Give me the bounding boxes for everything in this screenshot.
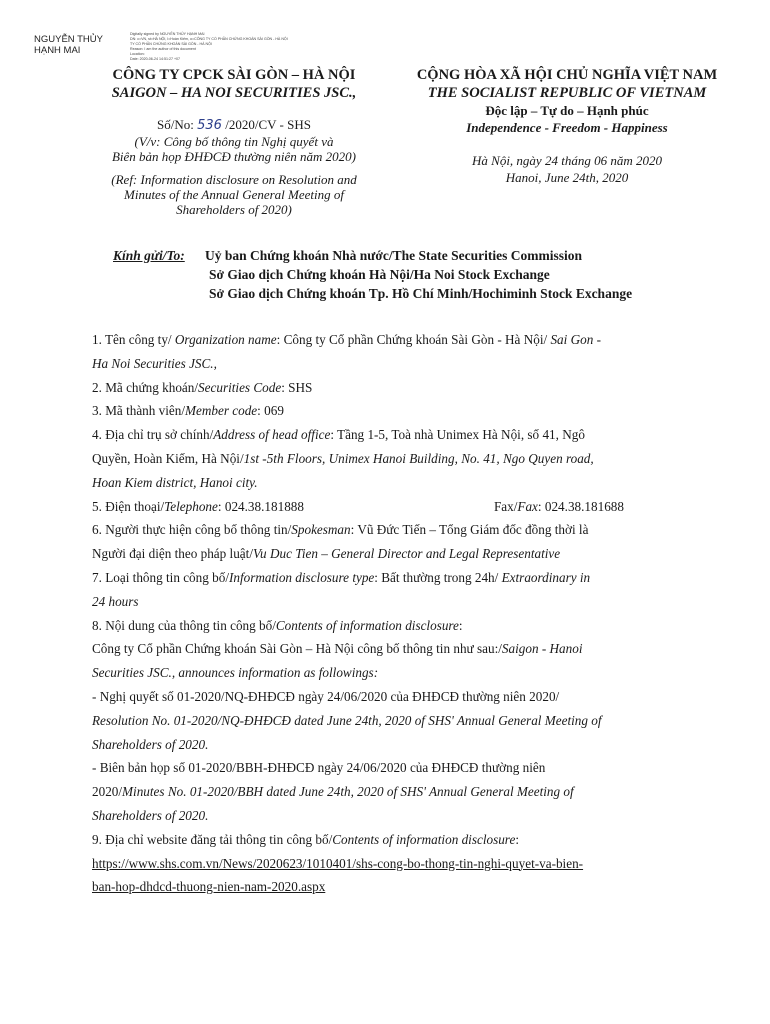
item-2-label-en: Securities Code [198, 379, 282, 395]
recipients [113, 246, 753, 303]
item-8-label: 8. Nội dung của thông tin công bố/ [92, 617, 276, 633]
telephone-label-en: Telephone [164, 498, 218, 514]
item-7-label-en: Information disclosure type [229, 569, 375, 585]
company-name-vi: CÔNG TY CPCK SÀI GÒN – HÀ NỘI [112, 67, 356, 83]
motto-en: Independence - Freedom - Happiness [466, 120, 668, 135]
company-header [84, 66, 384, 217]
item-8-intro-1 [92, 637, 704, 661]
item-9-label: 9. Địa chỉ website đăng tải thông tin công bố/ [92, 831, 333, 847]
doc-no-handwritten: 536 [197, 118, 222, 133]
date-vi: Hà Nội, ngày 24 tháng 06 năm 2020 [472, 153, 662, 168]
item-3-label-en: Member code [185, 403, 258, 419]
item-9-heading [92, 828, 704, 852]
item-8-intro-2: Securities JSC., announces information as followings: [92, 665, 379, 681]
item-4-line-3: Hoan Kiem district, Hanoi city. [92, 474, 258, 490]
bullet-1-line-2: Resolution No. 01-2020/NQ-ĐHĐCĐ dated June 24th, 2020 of SHS' Annual General Meeting of [92, 712, 602, 728]
recipient-1: Uỷ ban Chứng khoán Nhà nước/The State Securities Commission [205, 248, 582, 263]
item-4-label-en: Address of head office [213, 427, 331, 443]
cert-line: Location: [130, 52, 145, 56]
company-name-en: SAIGON – HA NOI SECURITIES JSC., [111, 85, 357, 101]
item-1-value-en: Sai Gon - [550, 332, 602, 347]
recipient-3: Sở Giao dịch Chứng khoán Tp. Hồ Chí Minh/Hochiminh Stock Exchange [209, 286, 633, 301]
item-6-value-2: Người đại diện theo pháp luật/ [92, 546, 253, 562]
bullet-2-line-1: - Biên bản họp số 01-2020/BBH-ĐHĐCĐ ngày 24/06/2020 của ĐHĐCĐ thường niên [92, 760, 546, 776]
item-5 [92, 495, 704, 519]
bullet-2-en: Minutes No. 01-2020/BBH dated June 24th, 2020 of SHS' Annual General Meeting of [122, 784, 574, 800]
cert-line: DN: c=VN, st=HÀ NỘI, l=Hoàn Kiếm, o=CÔNG TY CỔ PHẦN CHỨNG KHOÁN SÀI GÒN - HÀ NỘI [130, 37, 288, 41]
republic-header [392, 66, 742, 186]
disclosure-body [92, 328, 704, 899]
bullet-2-year: 2020/ [92, 784, 123, 800]
item-2 [92, 376, 704, 400]
date-en: Hanoi, June 24th, 2020 [505, 170, 629, 185]
item-4-label: 4. Địa chỉ trụ sở chính/ [92, 427, 214, 443]
item-4-value-2: Quyền, Hoàn Kiếm, Hà Nội/ [92, 450, 244, 466]
item-3 [92, 399, 704, 423]
doc-no-prefix: Số/No: [157, 117, 198, 132]
fax-label: Fax/ [493, 498, 518, 514]
item-1-line-1 [92, 328, 704, 352]
cert-line: Digitally signed by NGUYỄN THỦY HẠNH MAI [130, 32, 205, 36]
telephone [92, 495, 304, 519]
bullet-2-line-2 [92, 780, 704, 804]
item-4-value: : Tầng 1-5, Toà nhà Unimex Hà Nội, số 41, Ngô [330, 427, 585, 443]
republic-name-vi: CỘNG HÒA XÃ HỘI CHỦ NGHĨA VIỆT NAM [416, 67, 718, 83]
item-4-line-1 [92, 423, 704, 447]
item-6-value-en: Vu Duc Tien – General Director and Legal Representative [252, 546, 561, 562]
signer-name-line2: HẠNH MAI [34, 45, 81, 56]
fax-label-en: Fax [517, 498, 538, 514]
motto-vi: Độc lập – Tự do – Hạnh phúc [485, 103, 649, 118]
bullet-1-line-3: Shareholders of 2020. [92, 736, 209, 752]
item-4-line-2 [92, 447, 704, 471]
item-7-line-2: 24 hours [92, 593, 139, 609]
telephone-value: : 024.38.181888 [217, 498, 304, 514]
item-7-line-1 [92, 566, 704, 590]
item-6-line-2 [92, 542, 704, 566]
item-6-value: : Vũ Đức Tiến – Tổng Giám đốc đồng thời là [350, 522, 589, 538]
item-1-value: : Công ty Cổ phần Chứng khoán Sài Gòn - Hà Nội/ [276, 332, 551, 347]
fax [494, 495, 704, 519]
republic-name-en: THE SOCIALIST REPUBLIC OF VIETNAM [427, 85, 707, 101]
item-6-line-1 [92, 518, 704, 542]
item-1-line-2: Ha Noi Securities JSC., [92, 355, 217, 371]
item-7-value-en: Extraordinary in [501, 569, 591, 585]
item-8-intro: Công ty Cổ phần Chứng khoán Sài Gòn – Hà Nội công bố thông tin như sau:/ [92, 641, 502, 657]
website-link-line-2[interactable]: ban-hop-dhdcd-thuong-nien-nam-2020.aspx [92, 879, 326, 895]
recipient-2: Sở Giao dịch Chứng khoán Hà Nội/Ha Noi Stock Exchange [209, 267, 550, 282]
telephone-label: 5. Điện thoại/ [92, 498, 165, 514]
recipient-line-1 [113, 246, 753, 265]
item-6-label-en: Spokesman [291, 522, 351, 538]
item-4-value-en: 1st -5th Floors, Unimex Hanoi Building, No. 41, Ngo Quyen road, [243, 450, 594, 466]
signer-name [34, 34, 124, 56]
item-3-label: 3. Mã thành viên/ [92, 403, 186, 419]
subject-en-2: Minutes of the Annual General Meeting of [124, 187, 344, 202]
item-2-value: : SHS [281, 379, 313, 395]
item-2-label: 2. Mã chứng khoán/ [92, 379, 199, 395]
cert-line: TY CỔ PHẦN CHỨNG KHOÁN SÀI GÒN - HÀ NỘI [130, 42, 212, 46]
doc-no-suffix: /2020/CV - SHS [221, 117, 311, 132]
bullet-2-line-3: Shareholders of 2020. [92, 807, 209, 823]
item-3-value: : 069 [257, 403, 284, 419]
item-1-label-en: Organization name [174, 332, 277, 347]
item-8-intro-en: Saigon - Hanoi [501, 641, 583, 657]
subject-en-1: (Ref: Information disclosure on Resolution and [111, 172, 357, 187]
signature-certificate [130, 32, 288, 62]
item-1-label: 1. Tên công ty/ [92, 332, 175, 347]
subject-vi-2: Biên bản họp ĐHĐCĐ thường niên năm 2020) [111, 149, 357, 164]
item-7-label: 7. Loại thông tin công bố/ [92, 569, 229, 585]
item-8-colon: : [458, 617, 463, 633]
recipients-label: Kính gửi/To: [113, 248, 185, 263]
item-9-colon: : [515, 831, 519, 847]
document-number [84, 116, 384, 134]
website-link-line-1[interactable]: https://www.shs.com.vn/News/2020623/1010401/shs-cong-bo-thong-tin-nghi-quyet-va-bien- [92, 855, 584, 871]
item-8-label-en: Contents of information disclosure [275, 617, 459, 633]
cert-line: Date: 2020-06-24 14:51:27 +07 [130, 57, 181, 61]
subject-vi-1: (V/v: Công bố thông tin Nghị quyết và [134, 134, 334, 149]
item-9-label-en: Contents of information disclosure [332, 831, 516, 847]
cert-line: Reason: I am the author of this document [130, 47, 196, 51]
subject-en-3: Shareholders of 2020) [176, 202, 292, 217]
item-8-heading [92, 614, 704, 638]
item-6-label: 6. Người thực hiện công bố thông tin/ [92, 522, 292, 538]
signer-name-line1: NGUYỄN THỦY [34, 34, 103, 45]
item-7-value: : Bất thường trong 24h/ [374, 569, 502, 585]
fax-value: : 024.38.181688 [537, 498, 624, 514]
bullet-1-line-1: - Nghị quyết số 01-2020/NQ-ĐHĐCĐ ngày 24/06/2020 của ĐHĐCĐ thường niên 2020/ [92, 688, 560, 704]
